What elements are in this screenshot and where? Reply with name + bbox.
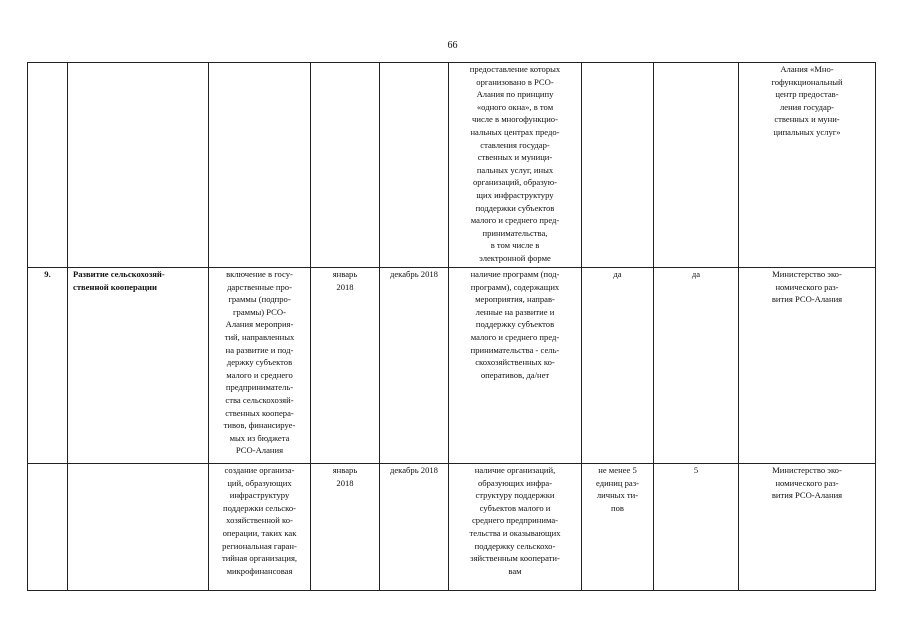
cell-text-line: не менее 5 — [598, 465, 637, 475]
cell-text-line: декабрь 2018 — [390, 465, 438, 475]
measure-description — [209, 464, 311, 591]
cell-text-line: да — [613, 269, 622, 279]
cell-text-line: 5 — [693, 465, 699, 475]
cell-text-line: Алания «Мно- — [780, 64, 834, 74]
cell-text-line: принимательства - сель- — [470, 344, 560, 355]
cell-text-line: Министерство эко- — [772, 269, 842, 279]
cell-text-line: создание организа- — [224, 465, 295, 475]
measure-description — [209, 268, 311, 464]
cell-text-line: пов — [611, 502, 624, 513]
measure-description — [209, 63, 311, 268]
cell-text-line: щих инфраструктуру — [476, 189, 554, 200]
cell-text-line: малого и среднего пред- — [470, 215, 560, 226]
end-date — [380, 63, 449, 268]
cell-text-line: ципальных услуг» — [773, 126, 841, 137]
cell-text-line: Министерство эко- — [772, 465, 842, 475]
cell-text-line: на развитие и под- — [225, 344, 294, 355]
cell-text-line: образующих инфра- — [477, 477, 553, 488]
indicator — [449, 268, 582, 464]
cell-text-line: гофункциональный — [771, 76, 843, 87]
indicator — [449, 63, 582, 268]
cell-text-line: ленные на развитие и — [475, 306, 555, 317]
cell-text-line: пальных услуг, иных — [476, 164, 554, 175]
cell-text-line: личных ти- — [596, 490, 639, 501]
cell-text-line: наличие программ (под- — [470, 269, 560, 279]
cell-text-line: включение в госу- — [226, 269, 293, 279]
cell-text-line: поддержку сельскохо- — [474, 540, 556, 551]
cell-text-line: вития РСО-Алания — [771, 294, 843, 305]
cell-text-line: наличие организаций, — [474, 465, 556, 475]
cell-text-line: тивов, финансируе- — [223, 420, 296, 431]
cell-text-line: программ), содержащих — [470, 281, 560, 292]
cell-text-line: ственных коопера- — [225, 407, 294, 418]
cell-text-line: граммы) РСО- — [233, 306, 286, 317]
cell-text-line: 2018 — [336, 281, 354, 292]
cell-text-line: вития РСО-Алания — [771, 490, 843, 501]
cell-text-line: предоставление которых — [469, 64, 561, 74]
cell-text-line: скохозяйственных ко- — [475, 357, 555, 368]
cell-text-line: ставления государ- — [480, 139, 550, 150]
cell-text-line: ственной кооперации — [73, 281, 157, 292]
measure-name — [68, 464, 209, 591]
row-number — [28, 464, 68, 591]
cell-text-line: мых из бюджета — [229, 432, 290, 443]
measure-name — [68, 63, 209, 268]
measure-name — [68, 268, 209, 464]
cell-text-line: вам — [508, 565, 522, 576]
measures-table — [27, 62, 876, 591]
cell-text-line: граммы (подпро- — [228, 294, 291, 305]
cell-text-line: тий, направленных — [224, 331, 295, 342]
cell-text-line: декабрь 2018 — [390, 269, 438, 279]
cell-text-line: предприниматель- — [225, 382, 294, 393]
cell-text-line: ления государ- — [779, 101, 835, 112]
cell-text-line: поддержки субъектов — [475, 202, 555, 213]
cell-text-line: ства сельскохозяй- — [225, 394, 294, 405]
cell-text-line: РСО-Алания — [235, 445, 284, 456]
fact-value — [654, 464, 739, 591]
cell-text-line: ственных и муни- — [774, 114, 840, 125]
cell-text-line: нальных центрах предо- — [470, 126, 560, 137]
cell-text-line: числе в многофункцио- — [472, 114, 558, 125]
cell-text-line: номического раз- — [775, 281, 839, 292]
cell-text-line: среднего предпринима- — [471, 515, 559, 526]
cell-text-line: организаций, образую- — [472, 177, 557, 188]
cell-text-line: мероприятия, направ- — [475, 294, 555, 305]
cell-text-line: оперативов, да/нет — [480, 369, 550, 380]
cell-text-line: Развитие сельскохозяй- — [73, 269, 165, 279]
cell-text-line: малого и среднего пред- — [470, 331, 560, 342]
cell-text-line: региональная гаран- — [222, 540, 297, 551]
row-number: 9. — [28, 268, 68, 464]
cell-text-line: тийная организация, — [221, 553, 298, 564]
cell-text-line: январь — [332, 269, 358, 279]
cell-text-line: Алания мероприя- — [225, 319, 294, 330]
cell-text-line: хозяйственной ко- — [226, 515, 293, 526]
responsible — [739, 63, 876, 268]
cell-text-line: малого и среднего — [226, 369, 293, 380]
cell-text-line: электронной форме — [479, 252, 551, 263]
cell-text-line: операции, таких как — [222, 527, 297, 538]
cell-text-line: тельства и оказывающих — [469, 527, 561, 538]
indicator — [449, 464, 582, 591]
start-date — [311, 464, 380, 591]
cell-text-line: ственных и муници- — [477, 152, 553, 163]
cell-text-line: дарственные про- — [227, 281, 292, 292]
cell-text-line: в том числе в — [490, 240, 540, 251]
cell-text-line: поддержки сельско- — [222, 502, 297, 513]
start-date — [311, 268, 380, 464]
row-number — [28, 63, 68, 268]
cell-text-line: структуру поддержки — [475, 490, 555, 501]
table-row — [28, 63, 876, 268]
start-date — [311, 63, 380, 268]
cell-text-line: «одного окна», в том — [476, 101, 554, 112]
cell-text-line: зяйственным кооперати- — [470, 553, 560, 564]
responsible — [739, 464, 876, 591]
end-date — [380, 268, 449, 464]
cell-text-line: принимательства, — [482, 227, 548, 238]
cell-text-line: единиц раз- — [596, 477, 639, 488]
cell-text-line: номического раз- — [775, 477, 839, 488]
plan-value — [582, 464, 654, 591]
table-row — [28, 464, 876, 591]
cell-text-line: январь — [332, 465, 358, 475]
plan-value — [582, 268, 654, 464]
cell-text-line: 2018 — [336, 477, 354, 488]
cell-text-line: организовано в РСО- — [476, 76, 554, 87]
cell-text-line: поддержку субъектов — [475, 319, 555, 330]
plan-value — [582, 63, 654, 268]
cell-text-line: субъектов малого и — [479, 502, 551, 513]
fact-value — [654, 63, 739, 268]
responsible — [739, 268, 876, 464]
fact-value — [654, 268, 739, 464]
cell-text-line: держку субъектов — [226, 357, 293, 368]
table-row — [28, 268, 876, 464]
cell-text-line: Алания по принципу — [476, 89, 554, 100]
cell-text-line: ций, образующих — [227, 477, 292, 488]
end-date — [380, 464, 449, 591]
cell-text-line: инфраструктуру — [229, 490, 290, 501]
page-number: 66 — [447, 40, 458, 51]
cell-text-line: микрофинансовая — [226, 565, 293, 576]
cell-text-line: да — [691, 269, 701, 279]
cell-text-line: центр предостав- — [775, 89, 839, 100]
